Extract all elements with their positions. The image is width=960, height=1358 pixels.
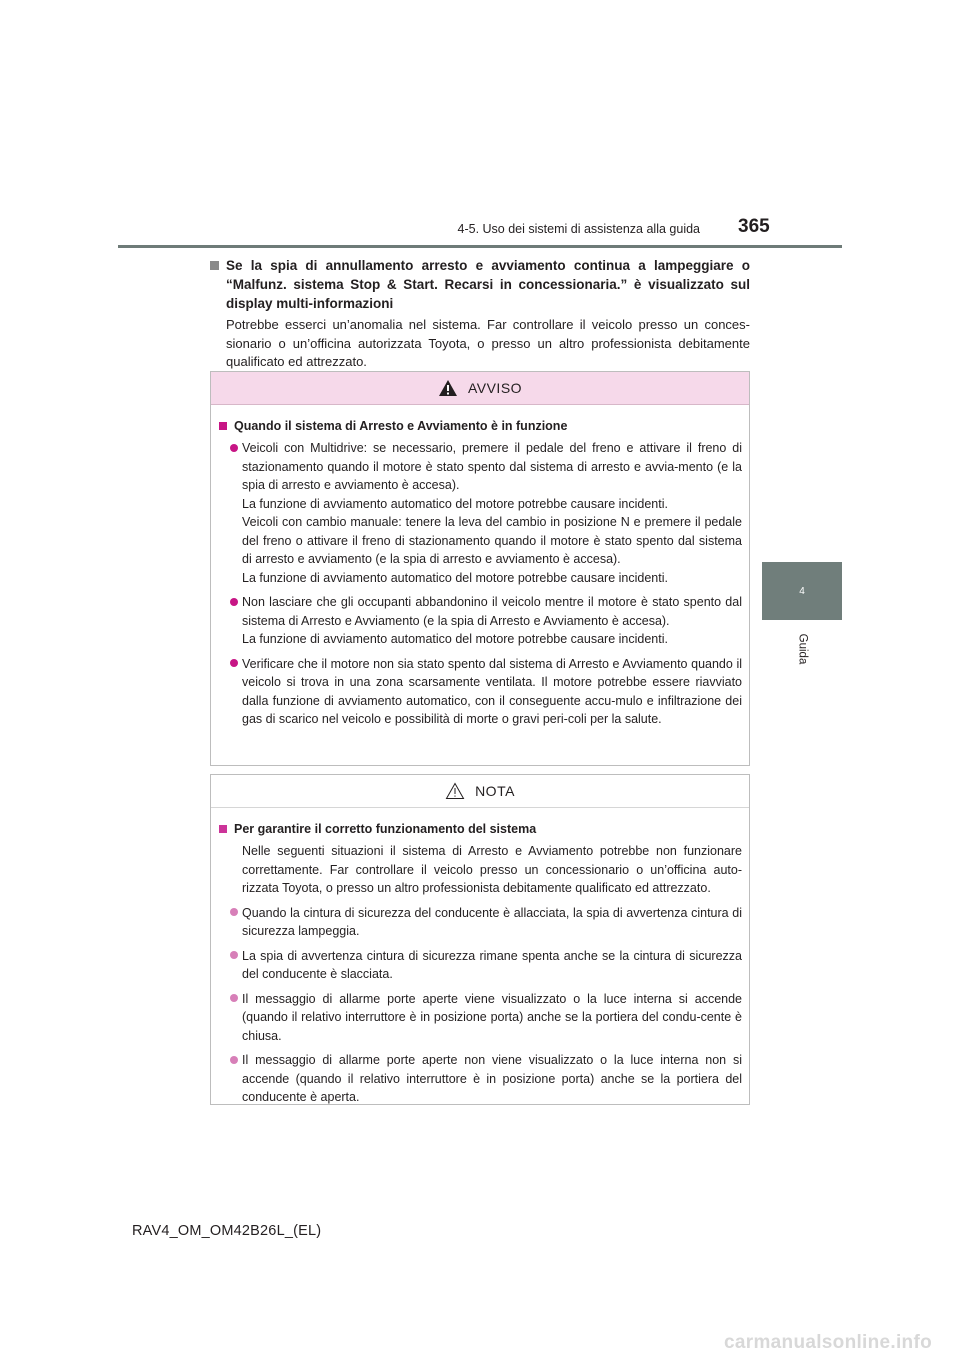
warning-subheading: Quando il sistema di Arresto e Avviamento è in funzione (234, 419, 568, 433)
note-intro: Nelle seguenti situazioni il sistema di Arresto e Avviamento potrebbe non funzionare correttamente. Far controllare il veicolo presso un concessionario o un’officina auto-rizzata Toyota, o presso un altro professionista debitamente qualificato ed attrezzato. (242, 844, 742, 895)
note-body (211, 808, 749, 1107)
intro-heading-block (210, 256, 750, 313)
warning-triangle-icon (438, 379, 458, 397)
warning-item (219, 593, 742, 649)
note-item (219, 947, 742, 984)
round-bullet-icon (230, 1056, 238, 1064)
chapter-label-wrapper (782, 628, 822, 670)
intro-text: Potrebbe esserci un’anomalia nel sistema. Far controllare il veicolo presso un conces-sionario o un’officina autorizzata Toyota, o presso un altro professionista debitamente qualificato ed attrezzato. (226, 317, 750, 369)
square-bullet-icon (219, 422, 227, 430)
warning-item-line: La funzione di avviamento automatico del motore potrebbe causare incidenti. (242, 570, 668, 585)
warning-item-line: Non lasciare che gli occupanti abbandonino il veicolo mentre il motore è stato spento dal sistema di Arresto e Avviamento (e la spia di Arresto e Avviamento è accesa). (242, 595, 742, 628)
note-title: NOTA (475, 783, 515, 799)
warning-title: AVVISO (467, 380, 523, 396)
caution-triangle-icon (445, 782, 465, 800)
round-bullet-icon (230, 994, 238, 1002)
square-bullet-icon (210, 261, 219, 270)
square-bullet-icon (219, 825, 227, 833)
watermark: carmanualsonline.info (724, 1332, 932, 1353)
warning-item (219, 655, 742, 729)
round-bullet-icon (230, 659, 238, 667)
note-box (210, 774, 750, 1105)
note-item-text: Quando la cintura di sicurezza del conducente è allacciata, la spia di avvertenza cintura di sicurezza lampeggia. (242, 905, 742, 938)
warning-item-line: Verificare che il motore non sia stato spento dal sistema di Arresto e Avviamento quando il veicolo si trova in una zona scarsamente ventilata. Il motore potrebbe essere riavviato dalla funzione di avviamento automatico, con il conseguente accu-mulo e infiltrazione dei gas di scarico nel veicolo e possibilità di morte o gravi peri-coli per la salute. (242, 656, 742, 726)
intro-heading: Se la spia di annullamento arresto e avviamento continua a lampeggiare o “Malfunz. sistema Stop & Start. Recarsi in concessionaria.” è visualizzato sul display multi-informazioni (226, 258, 750, 311)
warning-item-line: La funzione di avviamento automatico del motore potrebbe causare incidenti. (242, 632, 668, 646)
chapter-tab (762, 562, 842, 620)
round-bullet-icon (230, 908, 238, 916)
warning-subheading-block (219, 417, 742, 435)
note-header (211, 775, 749, 808)
warning-box (210, 371, 750, 766)
note-item-text: Il messaggio di allarme porte aperte viene visualizzato o la luce interna si accende (quando il relativo interruttore è in posizione porta) anche se la portiera del condu-cente è chiusa. (242, 991, 742, 1043)
note-subheading-block (219, 820, 742, 838)
round-bullet-icon (230, 951, 238, 959)
warning-header (211, 372, 749, 405)
warning-item-line: Veicoli con cambio manuale: tenere la leva del cambio in posizione N e premere il pedale del freno o attivare il freno di stazionamento quando il motore è stato spento dal sistema di arresto e avviamento (e la spia di arresto e avviamento è accesa). (242, 515, 742, 566)
page-number: 365 (738, 216, 770, 237)
note-item (219, 990, 742, 1046)
round-bullet-icon (230, 444, 238, 452)
intro-section (210, 256, 750, 372)
note-item-text: Il messaggio di allarme porte aperte non viene visualizzato o la luce interna non si accende (quando il relativo interruttore è in posizione porta) anche se la portiera del conducente è aperta. (242, 1053, 742, 1104)
chapter-number: 4 (799, 585, 805, 597)
warning-item (219, 439, 742, 587)
section-title: 4-5. Uso dei sistemi di assistenza alla guida (457, 222, 700, 236)
round-bullet-icon (230, 598, 238, 606)
warning-body (211, 405, 749, 729)
note-subheading: Per garantire il corretto funzionamento del sistema (234, 822, 537, 836)
header-divider (118, 245, 842, 248)
note-item (219, 904, 742, 941)
warning-item-line: Veicoli con Multidrive: se necessario, premere il pedale del freno e attivare il freno di stazionamento quando il motore è stato spento dal sistema di arresto e avvia-mento (e la spia di arresto e avviamento è accesa). (242, 441, 742, 492)
chapter-label: Guida (796, 633, 808, 665)
note-item-text: La spia di avvertenza cintura di sicurezza rimane spenta anche se la cintura di sicurezza del conducente è slacciata. (242, 948, 742, 981)
document-code: RAV4_OM_OM42B26L_(EL) (132, 1223, 322, 1239)
warning-item-line: La funzione di avviamento automatico del motore potrebbe causare incidenti. (242, 496, 668, 511)
note-item (219, 1051, 742, 1107)
